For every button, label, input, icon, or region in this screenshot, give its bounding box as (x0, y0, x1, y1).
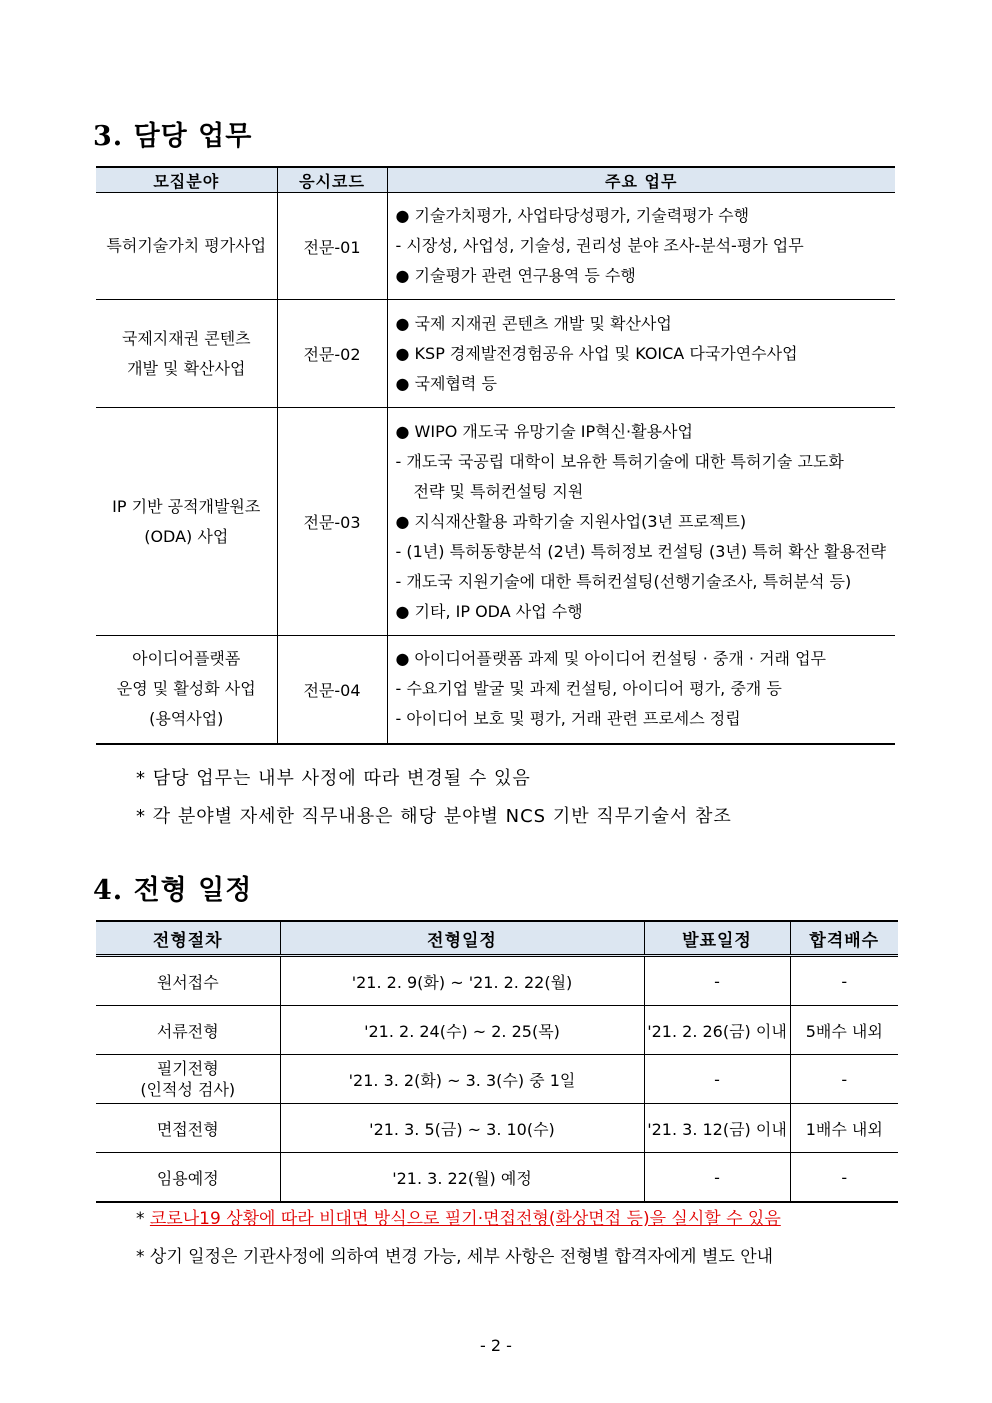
field-line: 운영 및 활성화 사업 (116, 679, 256, 699)
duty-item: ● 국제 지재권 콘텐츠 개발 및 확산사업 (395, 313, 672, 333)
section3-title: 3. 담당 업무 (93, 121, 253, 152)
field-cell (96, 408, 277, 636)
duties-cell (387, 300, 895, 408)
step-line: (인적성 검사) (140, 1080, 236, 1099)
field-line: 국제지재권 콘텐츠 (121, 328, 251, 348)
duties-cell (387, 636, 895, 744)
header-duties: 주요 업무 (387, 167, 895, 193)
duties-cell (387, 408, 895, 636)
duty-item: ● 지식재산활용 과학기술 지원사업(3년 프로젝트) (395, 511, 747, 531)
duty-item: - (1년) 특허동향분석 (2년) 특허정보 컨설팅 (3년) 특허 확산 활용전략 (395, 541, 886, 561)
table-row (96, 1055, 898, 1104)
duty-item: ● 국제협력 등 (395, 373, 497, 393)
step-cell (96, 1055, 280, 1104)
header-announce: 발표일정 (644, 921, 790, 956)
ratio-cell: 1배수 내외 (790, 1104, 898, 1153)
duties-table (96, 166, 895, 745)
table-row (96, 193, 895, 300)
duty-item: - 개도국 국공립 대학이 보유한 특허기술에 대한 특허기술 고도화 (395, 451, 844, 471)
duty-item: - 개도국 지원기술에 대한 특허컨설팅(선행기술조사, 특허분석 등) (395, 571, 852, 591)
table-row (96, 1104, 898, 1153)
section4-title: 4. 전형 일정 (93, 875, 253, 906)
schedule-note: * 상기 일정은 기관사정에 의하여 변경 가능, 세부 사항은 전형별 합격자에게 별도 안내 (136, 1247, 774, 1267)
schedule-cell: '21. 3. 22(월) 예정 (280, 1153, 644, 1203)
ratio-cell: - (790, 956, 898, 1006)
duty-item: ● 기술평가 관련 연구용역 등 수행 (395, 266, 636, 285)
table-row (96, 1153, 898, 1203)
header-schedule: 전형일정 (280, 921, 644, 956)
ratio-cell: - (790, 1153, 898, 1203)
duties-note: * 담당 업무는 내부 사정에 따라 변경될 수 있음 (136, 768, 531, 789)
announce-cell: - (644, 1055, 790, 1104)
field-line: (ODA) 사업 (144, 526, 229, 546)
code-cell: 전문-01 (277, 193, 387, 300)
covid-note-marker: * (136, 1209, 145, 1229)
duty-item: ● 아이디어플랫폼 과제 및 아이디어 컨설팅 · 중개 · 거래 업무 (395, 649, 826, 669)
header-ratio: 합격배수 (790, 921, 898, 956)
step-cell: 면접전형 (96, 1104, 280, 1153)
schedule-cell: '21. 2. 24(수) ~ 2. 25(목) (280, 1006, 644, 1055)
duty-item: ● 기술가치평가, 사업타당성평가, 기술력평가 수행 (395, 206, 750, 225)
step-cell: 임용예정 (96, 1153, 280, 1203)
page-number: - 2 - (480, 1336, 512, 1355)
duty-item: - 아이디어 보호 및 평가, 거래 관련 프로세스 정립 (395, 709, 741, 729)
duty-item: ● 기타, IP ODA 사업 수행 (395, 601, 583, 621)
schedule-cell: '21. 2. 9(화) ~ '21. 2. 22(월) (280, 956, 644, 1006)
code-cell: 전문-03 (277, 408, 387, 636)
schedule-cell: '21. 3. 2(화) ~ 3. 3(수) 중 1일 (280, 1055, 644, 1104)
duties-cell (387, 193, 895, 300)
duties-note: * 각 분야별 자세한 직무내용은 해당 분야별 NCS 기반 직무기술서 참조 (136, 806, 732, 827)
duty-item: - 수요기업 발굴 및 과제 컨설팅, 아이디어 평가, 중개 등 (395, 679, 782, 699)
duty-item: ● KSP 경제발전경험공유 사업 및 KOICA 다국가연수사업 (395, 343, 798, 363)
header-code: 응시코드 (277, 167, 387, 193)
duty-item: 전략 및 특허컨설팅 지원 (413, 481, 584, 501)
field-line: 특허기술가치 평가사업 (106, 236, 267, 255)
step-cell: 원서접수 (96, 956, 280, 1006)
field-line: IP 기반 공적개발원조 (112, 496, 261, 516)
table-row (96, 956, 898, 1006)
duties-header-row (96, 167, 895, 193)
announce-cell: - (644, 1153, 790, 1203)
announce-cell: '21. 3. 12(금) 이내 (644, 1104, 790, 1153)
table-row (96, 408, 895, 636)
announce-cell: - (644, 956, 790, 1006)
field-cell (96, 636, 277, 744)
header-step: 전형절차 (96, 921, 280, 956)
duty-item: ● WIPO 개도국 유망기술 IP혁신·활용사업 (395, 421, 693, 441)
schedule-cell: '21. 3. 5(금) ~ 3. 10(수) (280, 1104, 644, 1153)
code-cell: 전문-04 (277, 636, 387, 744)
step-cell: 서류전형 (96, 1006, 280, 1055)
header-field: 모집분야 (96, 167, 277, 193)
field-cell (96, 193, 277, 300)
step-line: 필기전형 (156, 1059, 219, 1078)
field-line: 개발 및 확산사업 (127, 358, 246, 378)
field-cell (96, 300, 277, 408)
schedule-table (96, 920, 898, 1203)
schedule-header-row (96, 921, 898, 956)
ratio-cell: 5배수 내외 (790, 1006, 898, 1055)
duty-item: - 시장성, 사업성, 기술성, 권리성 분야 조사-분석-평가 업무 (395, 236, 804, 255)
code-cell: 전문-02 (277, 300, 387, 408)
covid-note-text: 코로나19 상황에 따라 비대면 방식으로 필기·면접전형(화상면접 등)을 실시할 수 있음 (149, 1209, 781, 1229)
field-line: (용역사업) (149, 709, 224, 729)
announce-cell: '21. 2. 26(금) 이내 (644, 1006, 790, 1055)
field-line: 아이디어플랫폼 (132, 649, 241, 669)
table-row (96, 636, 895, 744)
ratio-cell: - (790, 1055, 898, 1104)
table-row (96, 300, 895, 408)
table-row (96, 1006, 898, 1055)
covid-note (136, 1204, 781, 1229)
